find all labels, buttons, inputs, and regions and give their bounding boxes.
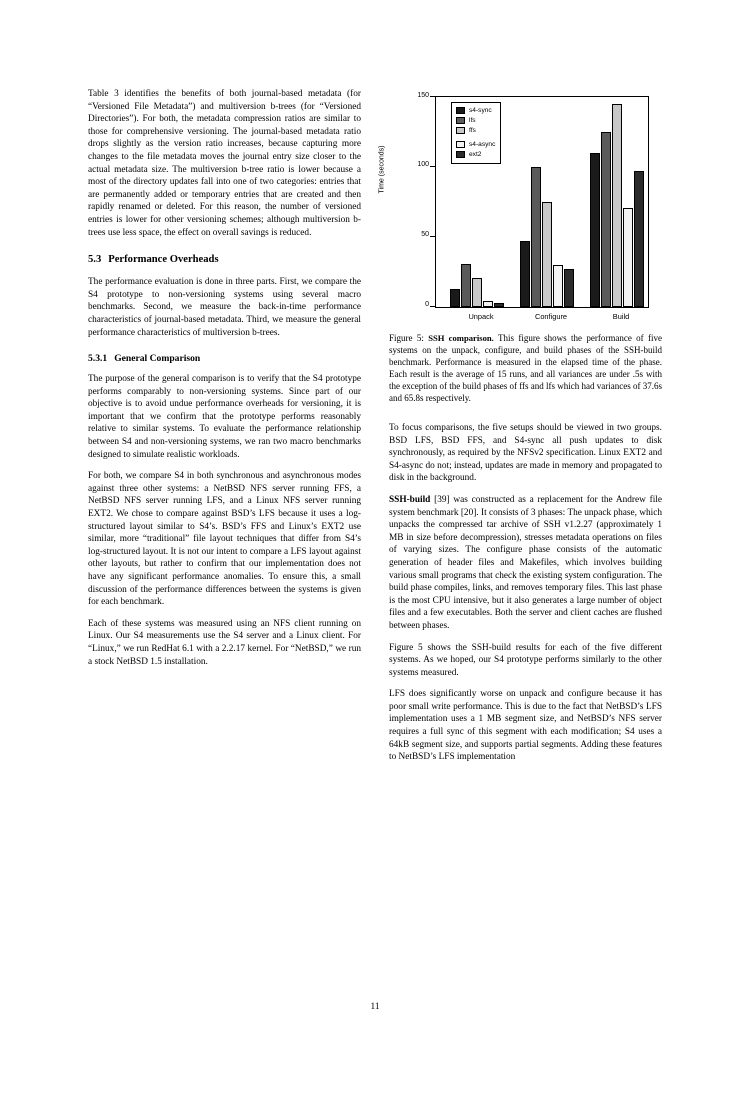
- legend-item: [456, 116, 495, 125]
- bar-lfs: [601, 132, 611, 307]
- figure-caption-text: This figure shows the performance of five systems on the unpack, configure, and build phases of the SSH-build benchmark. Performance is measured in the elapsed time of the phase. Each result is the average of 15 runs, and all variances are under .5s with the exception of the build phases of ffs and lfs which had variances of 37.6s and 65.8s respectively.: [389, 333, 663, 403]
- figure-5: [378, 88, 663, 404]
- paragraph: LFS does significantly worse on unpack and configure because it has poor small write performance. This is due to the fact that NetBSD’s LFS implementation uses a 1 MB segment size, and NetBSD’s NFS server requires a full sync of this segment with each modification; S4 uses a 64kB segment size, and supports partial segments. Adding these features to NetBSD’s LFS implementation: [389, 689, 662, 763]
- section-title: Performance Overheads: [108, 254, 219, 266]
- subsection-number: 5.3.1: [88, 353, 108, 365]
- paragraph: Each of these systems was measured using an NFS client running on Linux. Our S4 measurements use the S4 server and a Linux client. For “Linux,” we run RedHat 6.1 with a 2.2.17 kernel. For “NetBSD,” we run a stock NetBSD 1.5 installation.: [88, 618, 361, 667]
- left-column: [88, 88, 361, 773]
- ssh-comparison-bar-chart: [378, 88, 662, 326]
- bar-s4-async: [623, 208, 633, 307]
- paragraph: For both, we compare S4 in both synchronous and asynchronous modes against three other systems: a NetBSD NFS server running FFS, a NetBSD NFS server running LFS, and a Linux NFS server running EXT2. We chose to compare against BSD’s LFS because it uses a log-structured layout similar to S4’s. BSD’s FFS and Linux’s EXT2 use similar, more “traditional” file layout techniques that differ from S4’s log-structured layout. It is not our intent to compare a LFS layout against other layouts, but rather to confirm that our implementation does not have any significant performance anomalies. To ensure this, a small discussion of the performance differences between the systems is given for each benchmark.: [88, 471, 361, 608]
- paragraph: The purpose of the general comparison is to verify that the S4 prototype performs comparably to non-versioning systems. Since part of our objective is to avoid undue performance overheads for versioning, it is important that we confirm that the prototype performs reasonably relative to similar systems. To evaluate the performance relationship between S4 and non-versioning systems, we ran two macro benchmarks designed to simulate realistic workloads.: [88, 374, 361, 460]
- chart-legend: [451, 102, 501, 164]
- bar-ext2: [634, 171, 644, 307]
- section-heading-performance-overheads: [88, 253, 361, 267]
- bar-group-configure: [520, 97, 578, 307]
- paragraph-ssh-build: [389, 494, 662, 633]
- y-tick-mark: [430, 306, 435, 307]
- bar-s4-sync: [450, 289, 460, 307]
- paragraph: The performance evaluation is done in three parts. First, we compare the S4 prototype to non-versioning systems using several macro benchmarks. Second, we measure the back-in-time performance characteristics of journal-based metadata. Third, we measure the general performance characteristics of multiversion b-trees.: [88, 277, 361, 338]
- figure-title: SSH comparison.: [428, 333, 494, 343]
- y-axis-label: Time (seconds): [378, 145, 386, 194]
- y-tick-label: 100: [417, 161, 429, 168]
- y-tick-label: 150: [417, 92, 429, 99]
- bar-ffs: [472, 278, 482, 307]
- legend-item: [456, 140, 495, 149]
- paragraph: Figure 5 shows the SSH-build results for each of the five different systems. As we hoped, our S4 prototype performs similarly to the other systems measured.: [389, 642, 662, 678]
- page-number: 11: [370, 1002, 380, 1012]
- x-tick-label-build: Build: [612, 312, 630, 321]
- subsection-title: General Comparison: [114, 353, 201, 365]
- legend-swatch-icon: [456, 107, 465, 114]
- bar-ffs: [612, 104, 622, 307]
- paragraph-body: [39] was constructed as a replacement for the Andrew file system benchmark [20]. It consists of 3 phases: The unpack phase, which unpacks the compressed tar archive of SSH v1.2.27 (approximately 1 MB in size before decompression), stresses metadata operations on files of varying sizes. The configure phase consists of the automatic generation of header files and Makefiles, which involves building various small programs that check the existing system configuration. The build phase compiles, links, and removes temporary files. This last phase is the most CPU intensive, but it also generates a large number of object files and a few executables. Both the server and client caches are flushed between phases.: [389, 494, 662, 631]
- bar-lfs: [461, 264, 471, 307]
- figure-caption: [389, 332, 662, 404]
- bar-lfs: [531, 167, 541, 307]
- two-column-body: [88, 88, 662, 773]
- y-tick-label: 0: [425, 301, 429, 308]
- legend-swatch-icon: [456, 117, 465, 124]
- legend-item: [456, 106, 495, 115]
- subsection-heading-general-comparison: [88, 352, 361, 365]
- bar-ext2: [564, 269, 574, 307]
- y-tick-mark: [430, 236, 435, 237]
- x-tick-label-unpack: Unpack: [468, 312, 494, 321]
- figure-number: Figure 5:: [389, 333, 424, 343]
- bar-ffs: [542, 202, 552, 307]
- legend-label: ffs: [469, 126, 476, 134]
- legend-swatch-icon: [456, 151, 465, 158]
- y-tick-mark: [430, 96, 435, 97]
- bar-s4-sync: [520, 241, 530, 307]
- section-number: 5.3: [88, 254, 102, 266]
- paragraph-lead-in: SSH-build: [389, 494, 431, 505]
- legend-label: lfs: [469, 116, 476, 124]
- y-tick-mark: [430, 166, 435, 167]
- legend-swatch-icon: [456, 127, 465, 134]
- bar-s4-async: [553, 265, 563, 307]
- right-column: [378, 88, 663, 773]
- legend-item: [456, 126, 495, 135]
- legend-label: s4-sync: [469, 106, 492, 114]
- legend-label: s4-async: [469, 140, 496, 148]
- x-tick-label-configure: Configure: [534, 312, 568, 321]
- paragraph: To focus comparisons, the five setups should be viewed in two groups. BSD LFS, BSD FFS, and S4-sync all push updates to disk synchronously, as required by the NFSv2 specification. Linux EXT2 and S4-async do not; instead, updates are made in memory and propagated to disk in the background.: [389, 423, 662, 484]
- legend-swatch-icon: [456, 141, 465, 148]
- bar-s4-sync: [590, 153, 600, 307]
- paragraph: Table 3 identifies the benefits of both journal-based metadata (for “Versioned File Metadata”) and multiversion b-trees (for “Versioned Directories”). For both, the metadata compression ratios are similar to those for comprehensive versioning. The journal-based metadata ratio drops slightly as the version ratio increases, because capturing more changes to the file metadata moves the journal entry size closer to the actual metadata size. The multiversion b-tree ratio is lower because a most of the directory updates fall into one of two categories: entries that are permanently added or temporary entries that are created and then rapidly renamed or deleted. For this reason, the number of versioned entries is lower for other versioning schemes; although multiversion b-trees use less space, the effect on overall savings is reduced.: [88, 89, 361, 238]
- y-tick-label: 50: [421, 231, 429, 238]
- bar-group-build: [590, 97, 648, 307]
- bar-ext2: [494, 303, 504, 307]
- legend-item: [456, 150, 495, 159]
- legend-label: ext2: [469, 150, 482, 158]
- bar-s4-async: [483, 301, 493, 307]
